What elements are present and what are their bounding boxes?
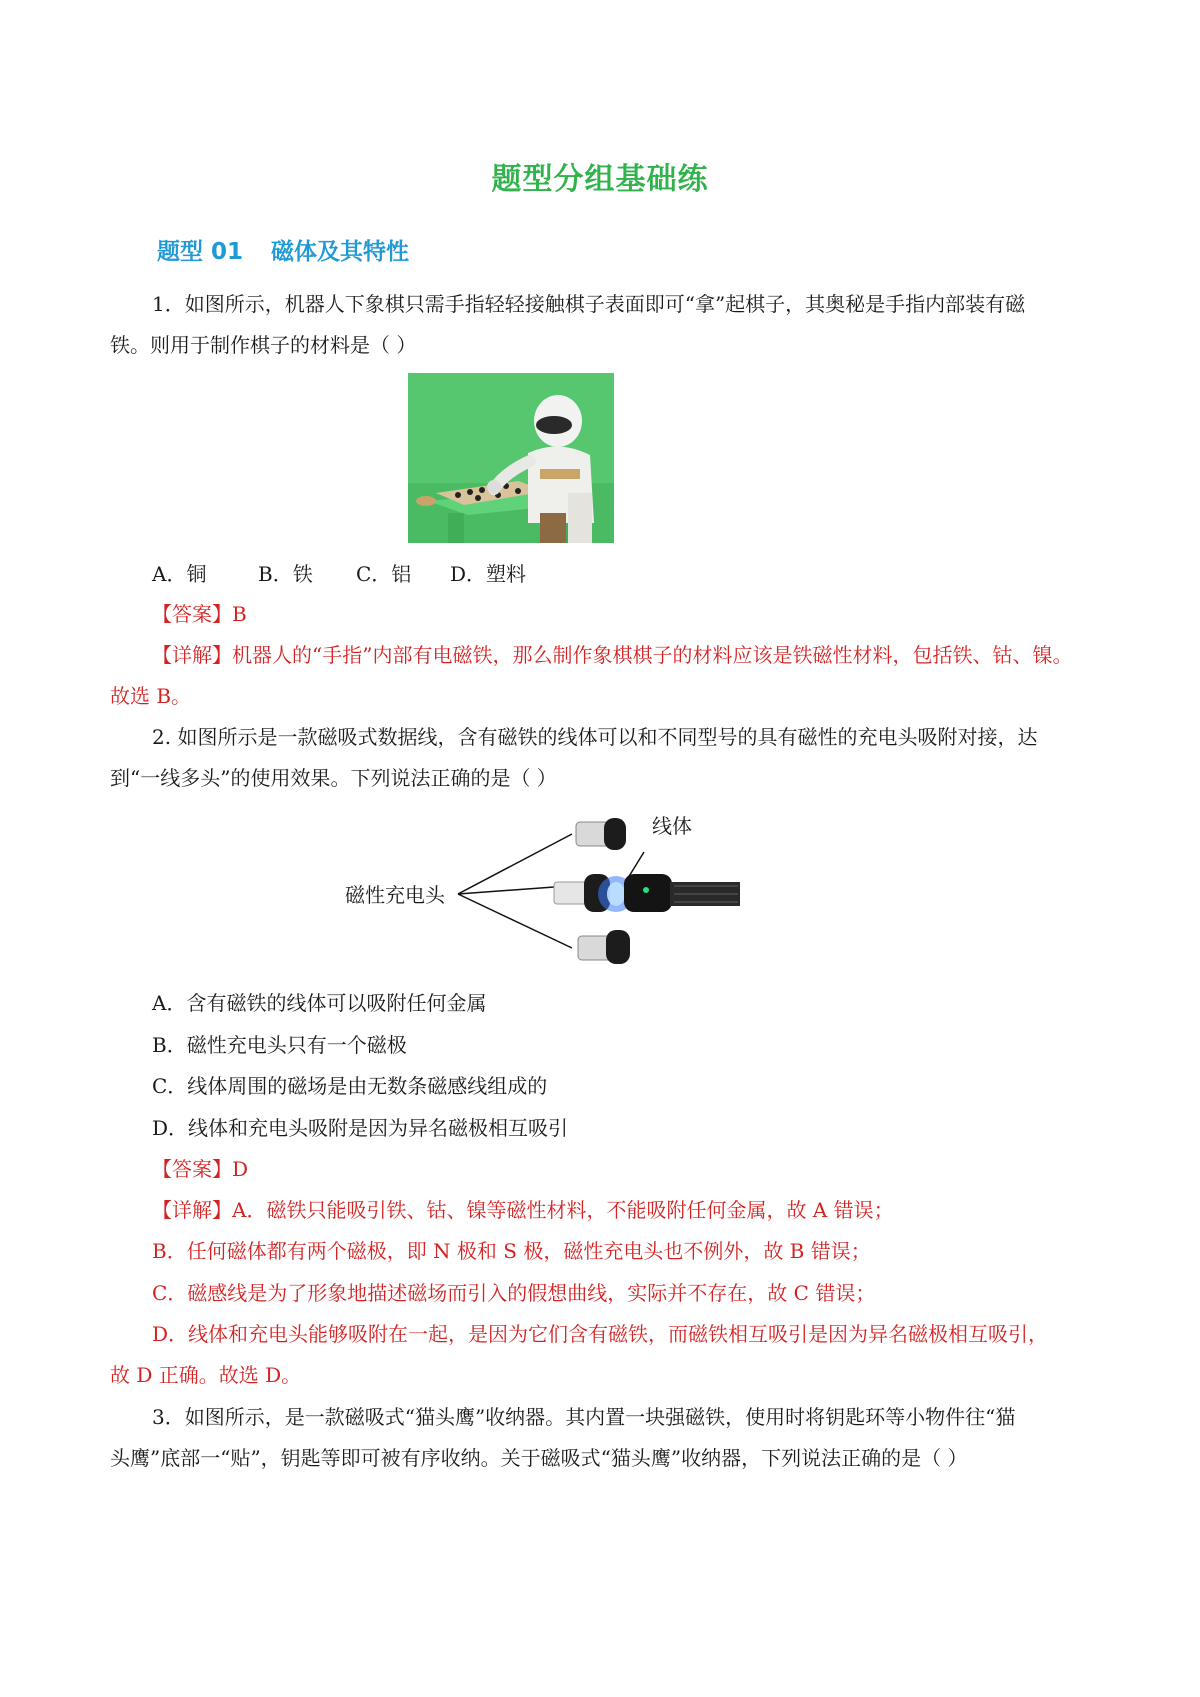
q1-detail-line2: 故选 B。 xyxy=(110,684,192,708)
q2-detail-line2: B．任何磁体都有两个磁极，即 N 极和 S 极，磁性充电头也不例外，故 B 错误； xyxy=(152,1239,871,1263)
q3-stem-line1: 3．如图所示，是一款磁吸式“猫头鹰”收纳器。其内置一块强磁铁，使用时将钥匙环等小物件往“猫 xyxy=(152,1405,1016,1429)
q2-detail-line1: 【详解】A．磁铁只能吸引铁、钴、镍等磁性材料，不能吸附任何金属，故 A 错误； xyxy=(152,1198,894,1222)
q1-stem-line1: 1．如图所示，机器人下象棋只需手指轻轻接触棋子表面即可“拿”起棋子，其奥秘是手指内部装有磁 xyxy=(152,292,1026,316)
section-name: 磁体及其特性 xyxy=(271,239,410,265)
section-heading xyxy=(157,233,409,266)
q2-detail-line5: 故 D 正确。故选 D。 xyxy=(110,1363,302,1387)
q1-options xyxy=(152,560,1142,588)
q2-answer: 【答案】D xyxy=(152,1157,249,1181)
q2-stem-line2: 到“一线多头”的使用效果。下列说法正确的是（ ） xyxy=(110,766,557,790)
q1-option-b: B．铁 xyxy=(258,562,313,586)
q1-answer: 【答案】B xyxy=(152,602,247,626)
q2-option-a: A．含有磁铁的线体可以吸附任何金属 xyxy=(152,991,487,1015)
page-title: 题型分组基础练 xyxy=(491,162,709,197)
q1-stem-line2: 铁。则用于制作棋子的材料是（ ） xyxy=(110,333,417,357)
q2-option-b: B．磁性充电头只有一个磁极 xyxy=(152,1033,407,1057)
q3-stem-line2: 头鹰”底部一“贴”，钥匙等即可被有序收纳。关于磁吸式“猫头鹰”收纳器，下列说法正确的是（ ） xyxy=(110,1446,968,1470)
section-label: 题型 01 xyxy=(157,239,244,265)
q2-option-c: C．线体周围的磁场是由无数条磁感线组成的 xyxy=(152,1074,548,1098)
q1-option-c: C．铝 xyxy=(356,562,412,586)
q1-detail-line1: 【详解】机器人的“手指”内部有电磁铁，那么制作象棋棋子的材料应该是铁磁性材料，包括铁、钴、镍。 xyxy=(152,643,1073,667)
robot-chess-image xyxy=(408,373,614,543)
q2-fig-label-cable: 线体 xyxy=(652,814,692,838)
q2-fig-label-heads: 磁性充电头 xyxy=(345,883,445,907)
q2-option-d: D．线体和充电头吸附是因为异名磁极相互吸引 xyxy=(152,1116,569,1140)
q1-option-d: D．塑料 xyxy=(450,562,527,586)
q2-detail-line4: D．线体和充电头能够吸附在一起，是因为它们含有磁铁，而磁铁相互吸引是因为异名磁极相互吸引， xyxy=(152,1322,1049,1346)
q2-detail-line3: C．磁感线是为了形象地描述磁场而引入的假想曲线，实际并不存在，故 C 错误； xyxy=(152,1281,876,1305)
q1-option-a: A．铜 xyxy=(152,562,207,586)
q2-stem-line1: 2. 如图所示是一款磁吸式数据线，含有磁铁的线体可以和不同型号的具有磁性的充电头吸附对接，达 xyxy=(152,725,1038,749)
